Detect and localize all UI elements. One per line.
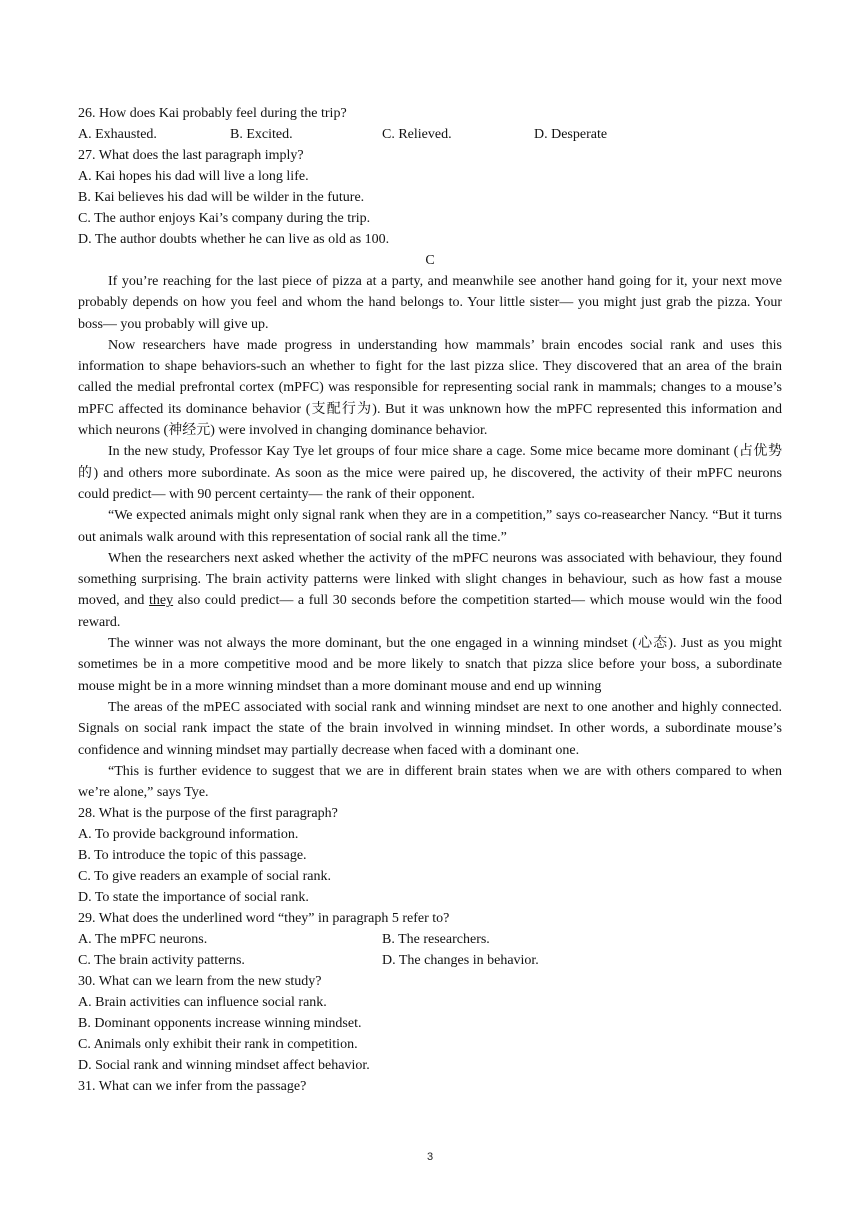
page-number: 3 xyxy=(426,1151,434,1163)
passage-paragraph-3: In the new study, Professor Kay Tye let groups of four mice share a cage. Some mice became more dominant (占优势的) and others more subordinate. As soon as the mice were paired up, he discovered, the activity of their mPFC neurons could predict— with 90 percent certainty— the rank of their opponent. xyxy=(78,444,782,502)
passage-paragraph-1: If you’re reaching for the last piece of pizza at a party, and meanwhile see another hand going for it, your next move probably depends on how you feel and whom the hand belongs to. Your little sister— you might just grab the pizza. Your boss— you probably will give up. xyxy=(78,274,782,332)
passage-paragraph-7: The areas of the mPEC associated with social rank and winning mindset are next to one another and highly connected. Signals on social rank impact the state of the brain involved in winning mindset. In other words, a subordinate mouse’s confidence and winning mindset may partially decrease when faced with a dominant one. xyxy=(78,699,782,758)
question-29-stem: 29. What does the underlined word “they” in paragraph 5 refer to? xyxy=(78,911,450,927)
option-b: B. The researchers. xyxy=(382,932,490,948)
option-b: B. Kai believes his dad will be wilder in the future. xyxy=(78,190,365,205)
passage-paragraph-5 xyxy=(78,548,782,633)
passage-paragraph-2: Now researchers have made progress in understanding how mammals’ brain encodes social rank and uses this information to shape behaviors-such an whether to fight for the last pizza slice. They discovered that an area of the brain called the medial prefrontal cortex (mPFC) was responsible for representing social rank in mammals; changes to a mouse’s mPFC affected its dominance behavior (支配行为). But it was unknown how the mPFC represented this information and which neurons (神经元) were involved in changing dominance behavior. xyxy=(78,337,782,439)
question-26-options xyxy=(78,124,782,145)
question-27-stem: 27. What does the last paragraph imply? xyxy=(78,148,304,163)
option-d: D. The author doubts whether he can live as old as 100. xyxy=(78,232,390,247)
passage-paragraph-6: The winner was not always the more dominant, but the one engaged in a winning mindset (心态). Just as you might sometimes be in a more competitive mood and be more likely to snatch that pizza slice before your boss, a subordinate mouse might be in a more winning mindset than a more dominant mouse and end up winning xyxy=(78,636,782,694)
option-c: C. The brain activity patterns. xyxy=(78,953,245,969)
passage-paragraph-4: “We expected animals might only signal rank when they are in a competition,” says co-reasearcher Nancy. “But it turns out animals walk around with this representation of social rank all the time.” xyxy=(78,508,782,545)
exam-page xyxy=(78,103,782,1097)
option-c: C. To give readers an example of social rank. xyxy=(78,869,332,885)
paragraph-5-text-before: When the researchers next asked whether the activity of the mPFC neurons was associated with behaviour, they found something surprising. The brain activity patterns were linked with slight changes in behaviour, such as how fast a mouse moved, and xyxy=(78,550,782,609)
section-label: C xyxy=(425,253,435,268)
option-c: C. Relieved. xyxy=(382,127,452,142)
option-a: A. Kai hopes his dad will live a long life. xyxy=(78,169,309,184)
question-26-stem: 26. How does Kai probably feel during the trip? xyxy=(78,106,347,121)
option-c: C. The author enjoys Kai’s company during the trip. xyxy=(78,211,371,226)
option-b: B. To introduce the topic of this passage. xyxy=(78,848,307,864)
passage-paragraph-8: “This is further evidence to suggest that we are in different brain states when we are with others compared to when we’re alone,” says Tye. xyxy=(78,763,782,801)
option-a: A. The mPFC neurons. xyxy=(78,932,208,948)
question-29-options-row-2 xyxy=(78,950,782,971)
option-a: A. Brain activities can influence social rank. xyxy=(78,995,327,1011)
option-b: B. Dominant opponents increase winning mindset. xyxy=(78,1016,362,1032)
option-d: D. To state the importance of social rank. xyxy=(78,890,309,906)
underlined-word-they: they xyxy=(148,593,174,609)
question-29-options-row-1 xyxy=(78,929,782,950)
question-28-stem: 28. What is the purpose of the first paragraph? xyxy=(78,806,338,822)
option-b: B. Excited. xyxy=(230,127,293,142)
question-30-stem: 30. What can we learn from the new study? xyxy=(78,974,322,990)
option-d: D. The changes in behavior. xyxy=(382,953,539,969)
option-d: D. Desperate xyxy=(534,127,608,142)
option-a: A. Exhausted. xyxy=(78,127,157,142)
option-d: D. Social rank and winning mindset affect behavior. xyxy=(78,1058,370,1074)
paragraph-5-text-after: also could predict— a full 30 seconds before the competition started— which mouse would win the food reward. xyxy=(78,593,782,630)
option-c: C. Animals only exhibit their rank in competition. xyxy=(78,1037,358,1053)
option-a: A. To provide background information. xyxy=(78,827,299,843)
question-31-stem: 31. What can we infer from the passage? xyxy=(78,1079,307,1095)
